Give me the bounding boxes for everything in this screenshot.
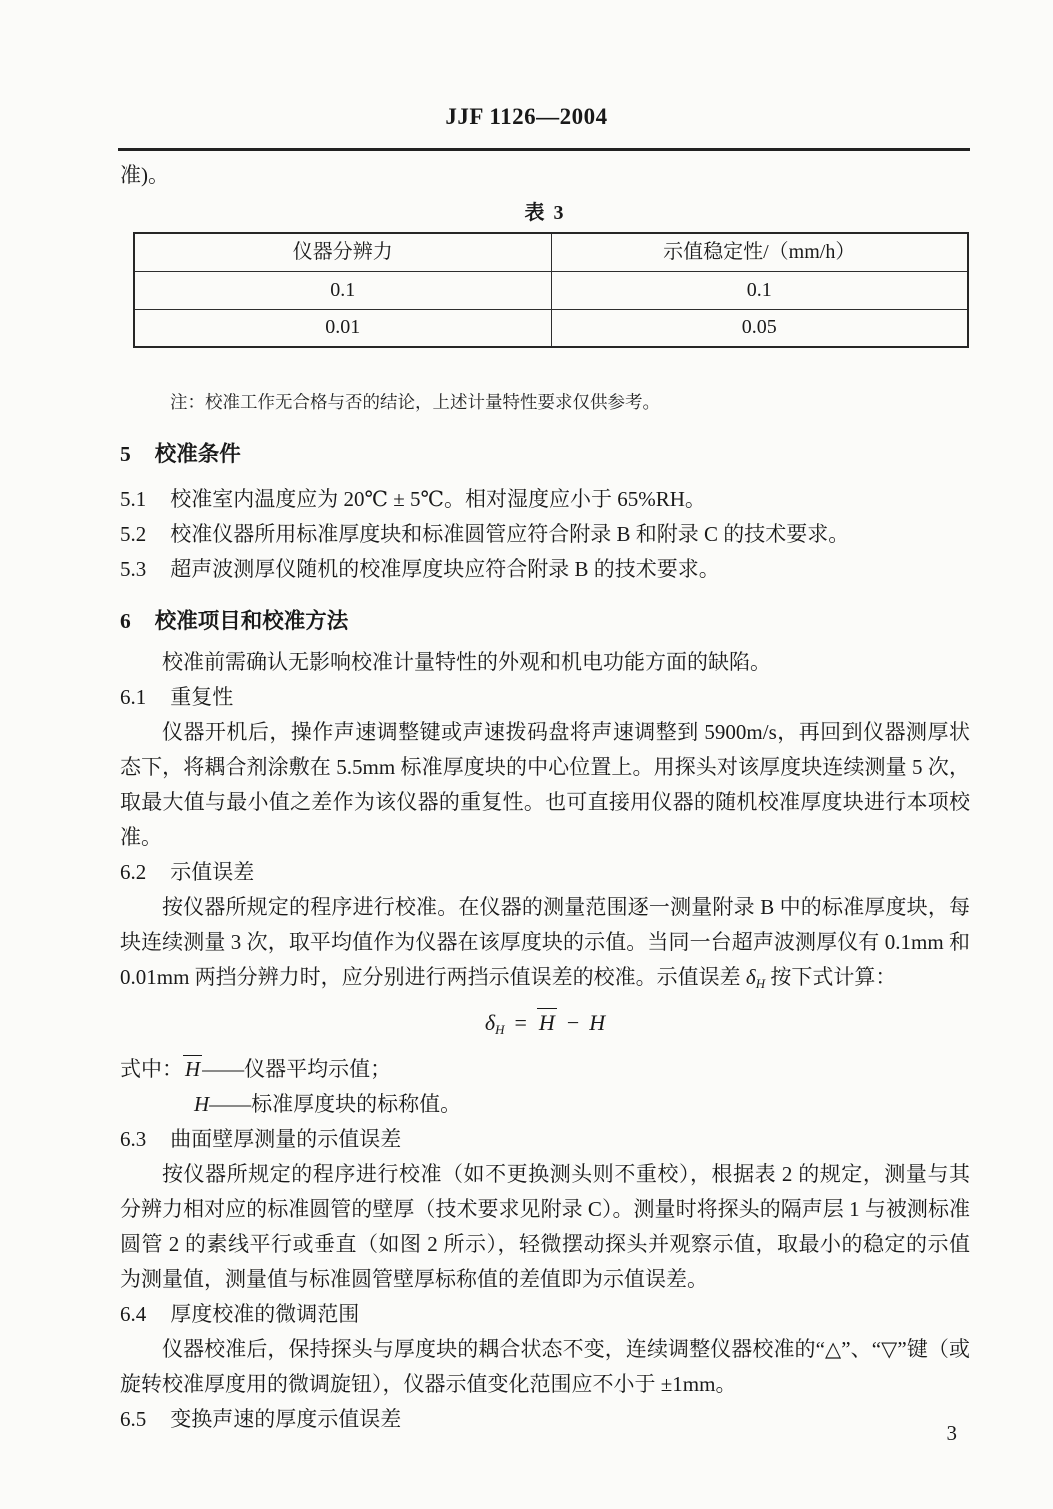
table-cell: 0.05: [551, 309, 968, 347]
table-header-row: [134, 233, 968, 271]
clause-number: 6.3: [120, 1127, 147, 1151]
formula-delta-subscript: H: [495, 1022, 505, 1037]
header-divider: [118, 148, 970, 151]
clause-title: 变换声速的厚度示值误差: [170, 1407, 402, 1431]
clause-5-2: [120, 517, 970, 552]
section-number: 6: [120, 609, 131, 633]
document-code: JJF 1126—2004: [445, 104, 608, 129]
minus-sign: −: [566, 1010, 580, 1035]
formula-legend-line-2: [120, 1087, 970, 1122]
table-row: [134, 271, 968, 309]
clause-number: 5.3: [120, 557, 147, 581]
equals-sign: =: [514, 1010, 527, 1035]
page-body: [120, 158, 970, 1437]
table-cell: 0.01: [134, 309, 551, 347]
formula-legend-line-1: [120, 1052, 970, 1087]
clause-number: 6.5: [120, 1407, 147, 1431]
clause-number: 6.1: [120, 685, 147, 709]
mean-indication-symbol: H: [185, 1057, 201, 1081]
section-5-heading: [120, 440, 970, 468]
section-title: 校准条件: [154, 442, 241, 466]
table-row: [134, 309, 968, 347]
delta-subscript: H: [755, 976, 766, 991]
table-3: [133, 232, 969, 348]
clause-5-3: [120, 552, 970, 587]
legend-text: ——仪器平均示值；: [202, 1057, 392, 1081]
page-number: 3: [946, 1421, 957, 1445]
table-cell: 0.1: [551, 271, 968, 309]
subsection-6-1-body: 仪器开机后，操作声速调整键或声速拨码盘将声速调整到 5900m/s，再回到仪器测厚状态下，将耦合剂涂敷在 5.5mm 标准厚度块的中心位置上。用探头对该厚度块连续测量 5 次，取最大值与最小值之差作为该仪器的重复性。也可直接用仪器的随机校准厚度块进行本项校准。: [120, 720, 970, 849]
clause-number: 5.2: [120, 522, 147, 546]
body-text: 按仪器所规定的程序进行校准。在仪器的测量范围逐一测量附录 B 中的标准厚度块，每块连续测量 3 次，取平均值作为仪器在该厚度块的示值。当同一台超声波测厚仪有 0.1mm 和 0.01mm 两挡分辨力时，应分别进行两挡示值误差的校准。示值误差: [120, 895, 970, 989]
legend-text: ——标准厚度块的标称值。: [209, 1092, 462, 1116]
clause-title: 厚度校准的微调范围: [170, 1302, 360, 1326]
section-6-heading: [120, 607, 970, 635]
section-number: 5: [120, 442, 131, 466]
mean-indication-symbol: H: [538, 1010, 555, 1035]
clause-number: 5.1: [120, 487, 147, 511]
subsection-6-4-heading: [120, 1297, 970, 1332]
clause-title: 曲面壁厚测量的示值误差: [170, 1127, 402, 1151]
clause-5-1: [120, 482, 970, 517]
table-cell: 0.1: [134, 271, 551, 309]
formula-delta: δ: [484, 1010, 496, 1035]
table-header-cell: 示值稳定性/（mm/h）: [551, 233, 968, 271]
clause-text: 校准室内温度应为 20℃ ± 5℃。相对湿度应小于 65%RH。: [170, 487, 706, 511]
table-header-cell: 仪器分辨力: [134, 233, 551, 271]
table-caption: 表 3: [524, 202, 566, 224]
paragraph-continuation: 准)。: [120, 163, 169, 187]
nominal-value-symbol: H: [194, 1092, 210, 1116]
error-formula: [120, 1005, 970, 1048]
clause-number: 6.4: [120, 1302, 147, 1326]
table-note: 注：校准工作无合格与否的结论，上述计量特性要求仅供参考。: [170, 392, 660, 412]
clause-title: 示值误差: [170, 860, 255, 884]
subsection-6-5-heading: [120, 1402, 970, 1437]
clause-number: 6.2: [120, 860, 147, 884]
subsection-6-2-body: [120, 890, 970, 1001]
section-title: 校准项目和校准方法: [154, 609, 349, 633]
clause-text: 校准仪器所用标准厚度块和标准圆管应符合附录 B 和附录 C 的技术要求。: [170, 522, 850, 546]
delta-symbol: δ: [745, 965, 756, 989]
subsection-6-4-body: 仪器校准后，保持探头与厚度块的耦合状态不变，连续调整仪器校准的“△”、“▽”键（或旋转校准厚度用的微调旋钮），仪器示值变化范围应不小于 ±1mm。: [120, 1337, 970, 1396]
clause-text: 超声波测厚仪随机的校准厚度块应符合附录 B 的技术要求。: [170, 557, 720, 581]
where-label: 式中：: [120, 1057, 183, 1081]
clause-title: 重复性: [170, 685, 234, 709]
subsection-6-2-heading: [120, 855, 970, 890]
subsection-6-1-heading: [120, 680, 970, 715]
body-text: 按下式计算：: [765, 965, 897, 989]
nominal-value-symbol: H: [589, 1010, 606, 1035]
subsection-6-3-body: 按仪器所规定的程序进行校准（如不更换测头则不重校），根据表 2 的规定，测量与其分辨力相对应的标准圆管的壁厚（技术要求见附录 C）。测量时将探头的隔声层 1 与被测标准圆管 2 的素线平行或垂直（如图 2 所示），轻微摆动探头并观察示值，取最小的稳定的示值为测量值，测量值与标准圆管壁厚标称值的差值即为示值误差。: [120, 1162, 970, 1291]
section-6-intro: 校准前需确认无影响校准计量特性的外观和机电功能方面的缺陷。: [162, 650, 771, 674]
subsection-6-3-heading: [120, 1122, 970, 1157]
